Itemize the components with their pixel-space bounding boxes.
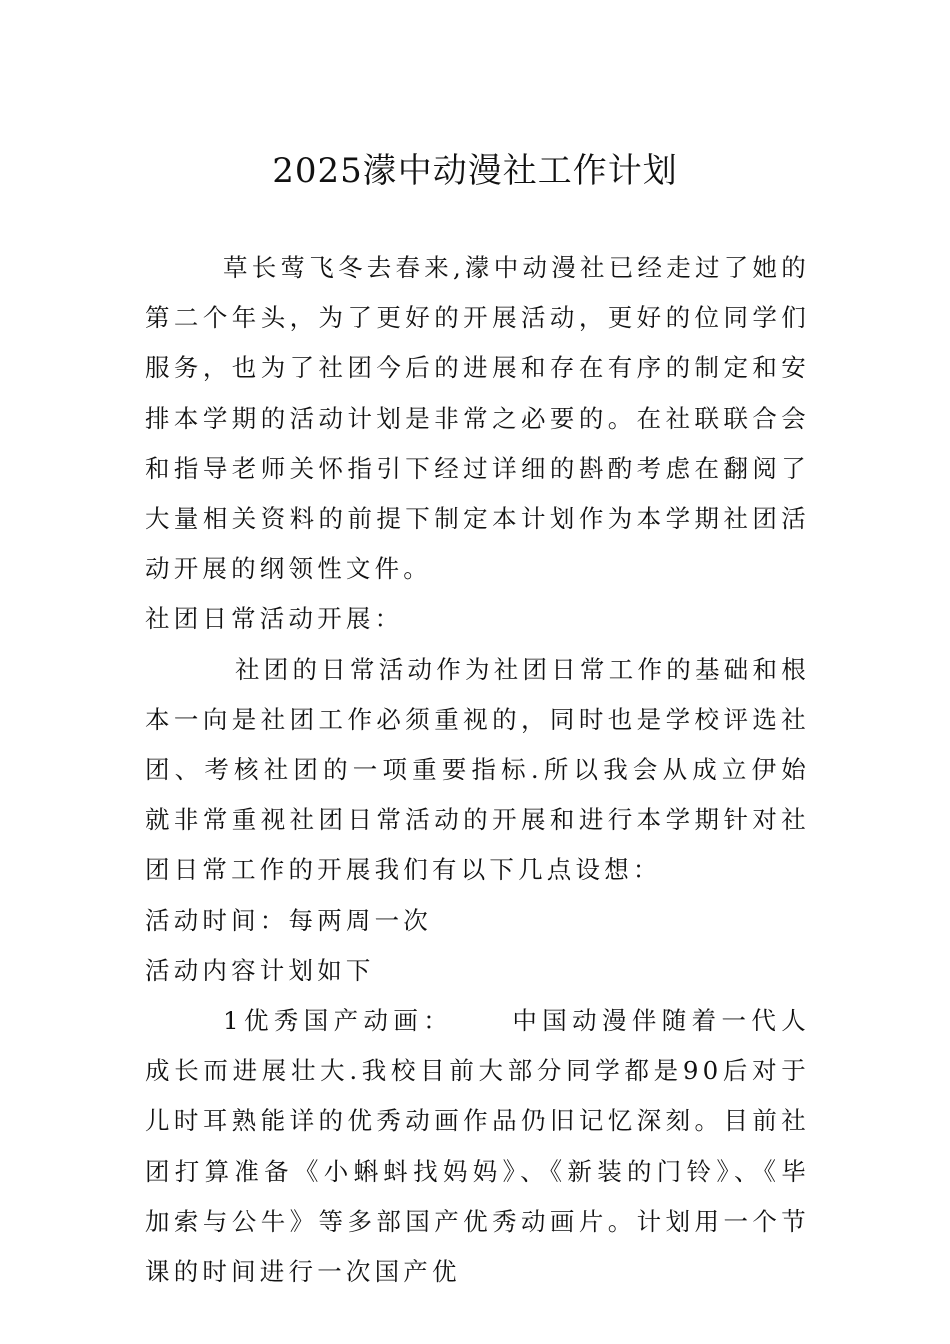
paragraph-intro: 草长莺飞冬去春来,濛中动漫社已经走过了她的第二个年头，为了更好的开展活动，更好的位同学们服务，也为了社团今后的进展和存在有序的制定和安排本学期的活动计划是非常之必要的。在社联联合会和指导老师关怀指引下经过详细的斟酌考虑在翻阅了大量相关资料的前提下制定本计划作为本学期社团活动开展的纲领性文件。 bbox=[145, 253, 810, 584]
paragraph-daily-activities: 社团的日常活动作为社团日常工作的基础和根本一向是社团工作必须重视的，同时也是学校评选社团、考核社团的一项重要指标.所以我会从成立伊始就非常重视社团日常活动的开展和进行本学期针对社团日常工作的开展我们有以下几点设想： bbox=[145, 654, 810, 885]
activity-content-plan: 活动内容计划如下 bbox=[145, 955, 375, 985]
item-1 bbox=[145, 996, 810, 1297]
heading-daily-activities: 社团日常活动开展： bbox=[145, 604, 404, 634]
item-1-label: 1优秀国产动画： bbox=[223, 1006, 454, 1036]
document-title: 2025濛中动漫社工作计划 bbox=[272, 151, 678, 191]
item-1-text: 中国动漫伴随着一代人成长而进展壮大.我校目前大部分同学都是90后对于儿时耳熟能详的优秀动画作品仍旧记忆深刻。目前社团打算准备《小蝌蚪找妈妈》、《新装的门铃》、《毕加索与公牛》等多部国产优秀动画片。计划用一个节课的时间进行一次国产优 bbox=[145, 1006, 811, 1287]
activity-time: 活动时间：每两周一次 bbox=[145, 905, 432, 935]
document-body bbox=[145, 243, 810, 1297]
